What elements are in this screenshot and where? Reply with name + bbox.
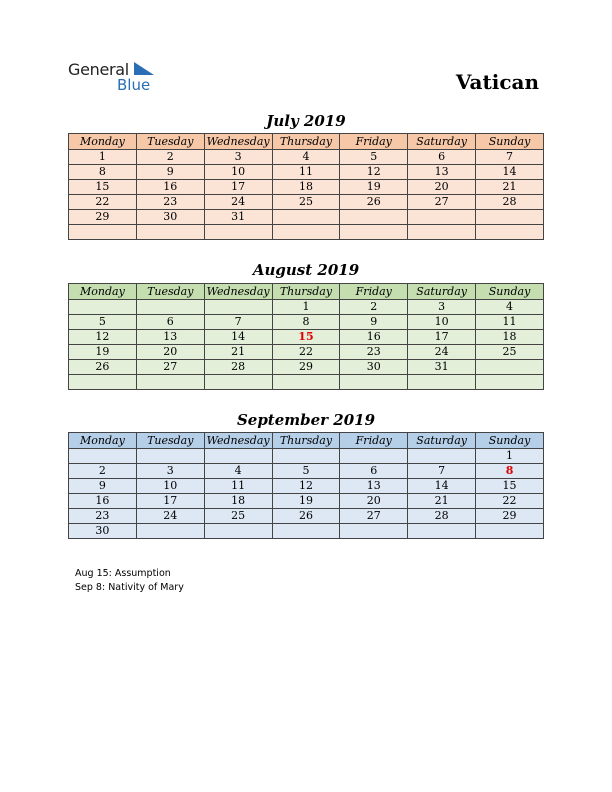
weekday-header: Thursday	[272, 433, 340, 449]
day-cell	[408, 225, 476, 240]
month-title-august: August 2019	[252, 261, 360, 279]
day-cell	[204, 300, 272, 315]
day-cell: 10	[204, 165, 272, 180]
day-cell: 22	[476, 494, 544, 509]
weekday-header-row	[69, 134, 544, 150]
day-cell	[340, 210, 408, 225]
day-cell: 14	[408, 479, 476, 494]
day-cell: 30	[69, 524, 137, 539]
calendar-july	[68, 133, 544, 240]
weekday-header: Monday	[69, 134, 137, 150]
day-cell: 7	[204, 315, 272, 330]
day-cell: 3	[204, 150, 272, 165]
day-cell: 30	[136, 210, 204, 225]
day-cell	[476, 225, 544, 240]
day-cell: 8	[69, 165, 137, 180]
day-cell: 4	[272, 150, 340, 165]
weekday-header: Saturday	[408, 433, 476, 449]
day-cell: 20	[340, 494, 408, 509]
week-row	[69, 300, 544, 315]
day-cell	[272, 375, 340, 390]
week-row	[69, 195, 544, 210]
day-cell: 3	[136, 464, 204, 479]
day-cell: 15	[69, 180, 137, 195]
day-cell	[69, 375, 137, 390]
day-cell	[136, 375, 204, 390]
week-row	[69, 494, 544, 509]
day-cell	[340, 449, 408, 464]
day-cell: 21	[476, 180, 544, 195]
week-row	[69, 210, 544, 225]
day-cell: 8	[476, 464, 544, 479]
day-cell: 21	[408, 494, 476, 509]
day-cell: 28	[476, 195, 544, 210]
day-cell: 20	[136, 345, 204, 360]
weekday-header: Friday	[340, 433, 408, 449]
day-cell: 16	[136, 180, 204, 195]
day-cell	[408, 375, 476, 390]
day-cell: 19	[69, 345, 137, 360]
day-cell: 17	[408, 330, 476, 345]
week-row	[69, 509, 544, 524]
day-cell: 11	[476, 315, 544, 330]
weekday-header-row	[69, 284, 544, 300]
day-cell: 18	[204, 494, 272, 509]
day-cell: 30	[340, 360, 408, 375]
month-title-september: September 2019	[236, 411, 376, 429]
day-cell: 3	[408, 300, 476, 315]
day-cell: 9	[136, 165, 204, 180]
day-cell: 22	[272, 345, 340, 360]
day-cell	[136, 524, 204, 539]
weekday-header: Saturday	[408, 134, 476, 150]
week-row	[69, 315, 544, 330]
day-cell: 26	[69, 360, 137, 375]
day-cell: 19	[340, 180, 408, 195]
day-cell	[204, 375, 272, 390]
day-cell: 7	[476, 150, 544, 165]
calendar-september	[68, 432, 544, 539]
day-cell: 9	[340, 315, 408, 330]
day-cell: 5	[272, 464, 340, 479]
weekday-header: Thursday	[272, 284, 340, 300]
weekday-header: Monday	[69, 433, 137, 449]
day-cell	[272, 449, 340, 464]
holiday-notes	[75, 567, 184, 595]
day-cell: 31	[408, 360, 476, 375]
day-cell: 15	[476, 479, 544, 494]
day-cell: 2	[340, 300, 408, 315]
weekday-header: Wednesday	[204, 284, 272, 300]
day-cell	[136, 300, 204, 315]
weekday-header: Sunday	[476, 284, 544, 300]
day-cell: 10	[408, 315, 476, 330]
week-row	[69, 375, 544, 390]
day-cell: 18	[476, 330, 544, 345]
day-cell: 4	[476, 300, 544, 315]
day-cell: 13	[408, 165, 476, 180]
day-cell: 1	[272, 300, 340, 315]
weekday-header-row	[69, 433, 544, 449]
day-cell: 27	[340, 509, 408, 524]
day-cell: 14	[204, 330, 272, 345]
day-cell	[408, 524, 476, 539]
day-cell	[340, 524, 408, 539]
logo-text-blue: Blue	[117, 76, 151, 94]
day-cell: 16	[69, 494, 137, 509]
weekday-header: Wednesday	[204, 134, 272, 150]
day-cell	[204, 225, 272, 240]
week-row	[69, 150, 544, 165]
day-cell	[272, 524, 340, 539]
day-cell: 7	[408, 464, 476, 479]
day-cell	[476, 375, 544, 390]
day-cell: 4	[204, 464, 272, 479]
day-cell	[408, 210, 476, 225]
day-cell: 28	[204, 360, 272, 375]
day-cell: 19	[272, 494, 340, 509]
day-cell: 13	[136, 330, 204, 345]
day-cell	[476, 524, 544, 539]
week-row	[69, 345, 544, 360]
day-cell: 5	[69, 315, 137, 330]
day-cell: 20	[408, 180, 476, 195]
day-cell: 2	[136, 150, 204, 165]
day-cell: 6	[340, 464, 408, 479]
calendar-august	[68, 283, 544, 390]
weekday-header: Sunday	[476, 134, 544, 150]
day-cell: 17	[204, 180, 272, 195]
day-cell: 12	[272, 479, 340, 494]
week-row	[69, 225, 544, 240]
week-row	[69, 360, 544, 375]
day-cell: 25	[204, 509, 272, 524]
day-cell	[69, 449, 137, 464]
weekday-header: Sunday	[476, 433, 544, 449]
day-cell	[136, 225, 204, 240]
day-cell	[204, 449, 272, 464]
day-cell	[69, 225, 137, 240]
day-cell: 8	[272, 315, 340, 330]
week-row	[69, 180, 544, 195]
day-cell: 21	[204, 345, 272, 360]
day-cell: 29	[69, 210, 137, 225]
weekday-header: Tuesday	[136, 284, 204, 300]
day-cell: 10	[136, 479, 204, 494]
day-cell: 27	[136, 360, 204, 375]
day-cell	[69, 300, 137, 315]
day-cell: 27	[408, 195, 476, 210]
day-cell	[272, 210, 340, 225]
holiday-note: Aug 15: Assumption	[75, 568, 171, 579]
day-cell: 14	[476, 165, 544, 180]
day-cell: 11	[204, 479, 272, 494]
day-cell: 16	[340, 330, 408, 345]
weekday-header: Friday	[340, 134, 408, 150]
month-title-july: July 2019	[266, 112, 346, 130]
day-cell	[340, 225, 408, 240]
day-cell: 25	[476, 345, 544, 360]
day-cell	[408, 449, 476, 464]
week-row	[69, 464, 544, 479]
country-title: Vatican	[455, 70, 539, 94]
day-cell: 15	[272, 330, 340, 345]
day-cell: 17	[136, 494, 204, 509]
day-cell: 12	[340, 165, 408, 180]
day-cell: 24	[204, 195, 272, 210]
day-cell: 29	[476, 509, 544, 524]
day-cell: 18	[272, 180, 340, 195]
day-cell	[272, 225, 340, 240]
day-cell: 26	[340, 195, 408, 210]
day-cell	[204, 524, 272, 539]
day-cell: 11	[272, 165, 340, 180]
day-cell: 28	[408, 509, 476, 524]
weekday-header: Monday	[69, 284, 137, 300]
day-cell: 24	[408, 345, 476, 360]
holiday-note: Sep 8: Nativity of Mary	[75, 582, 184, 593]
day-cell: 29	[272, 360, 340, 375]
weekday-header: Friday	[340, 284, 408, 300]
day-cell	[136, 449, 204, 464]
day-cell: 31	[204, 210, 272, 225]
day-cell	[476, 360, 544, 375]
day-cell: 6	[408, 150, 476, 165]
day-cell: 1	[69, 150, 137, 165]
week-row	[69, 479, 544, 494]
weekday-header: Saturday	[408, 284, 476, 300]
week-row	[69, 330, 544, 345]
weekday-header: Wednesday	[204, 433, 272, 449]
day-cell	[340, 375, 408, 390]
day-cell: 23	[340, 345, 408, 360]
day-cell	[476, 210, 544, 225]
day-cell: 25	[272, 195, 340, 210]
weekday-header: Tuesday	[136, 433, 204, 449]
day-cell: 9	[69, 479, 137, 494]
weekday-header: Thursday	[272, 134, 340, 150]
day-cell: 22	[69, 195, 137, 210]
week-row	[69, 449, 544, 464]
day-cell: 13	[340, 479, 408, 494]
day-cell: 26	[272, 509, 340, 524]
week-row	[69, 165, 544, 180]
day-cell: 24	[136, 509, 204, 524]
logo-text-general: General	[68, 60, 129, 79]
week-row	[69, 524, 544, 539]
day-cell: 1	[476, 449, 544, 464]
logo-triangle-icon	[134, 62, 156, 76]
day-cell: 6	[136, 315, 204, 330]
day-cell: 5	[340, 150, 408, 165]
weekday-header: Tuesday	[136, 134, 204, 150]
day-cell: 2	[69, 464, 137, 479]
day-cell: 23	[136, 195, 204, 210]
general-blue-logo	[68, 60, 158, 96]
day-cell: 12	[69, 330, 137, 345]
day-cell: 23	[69, 509, 137, 524]
